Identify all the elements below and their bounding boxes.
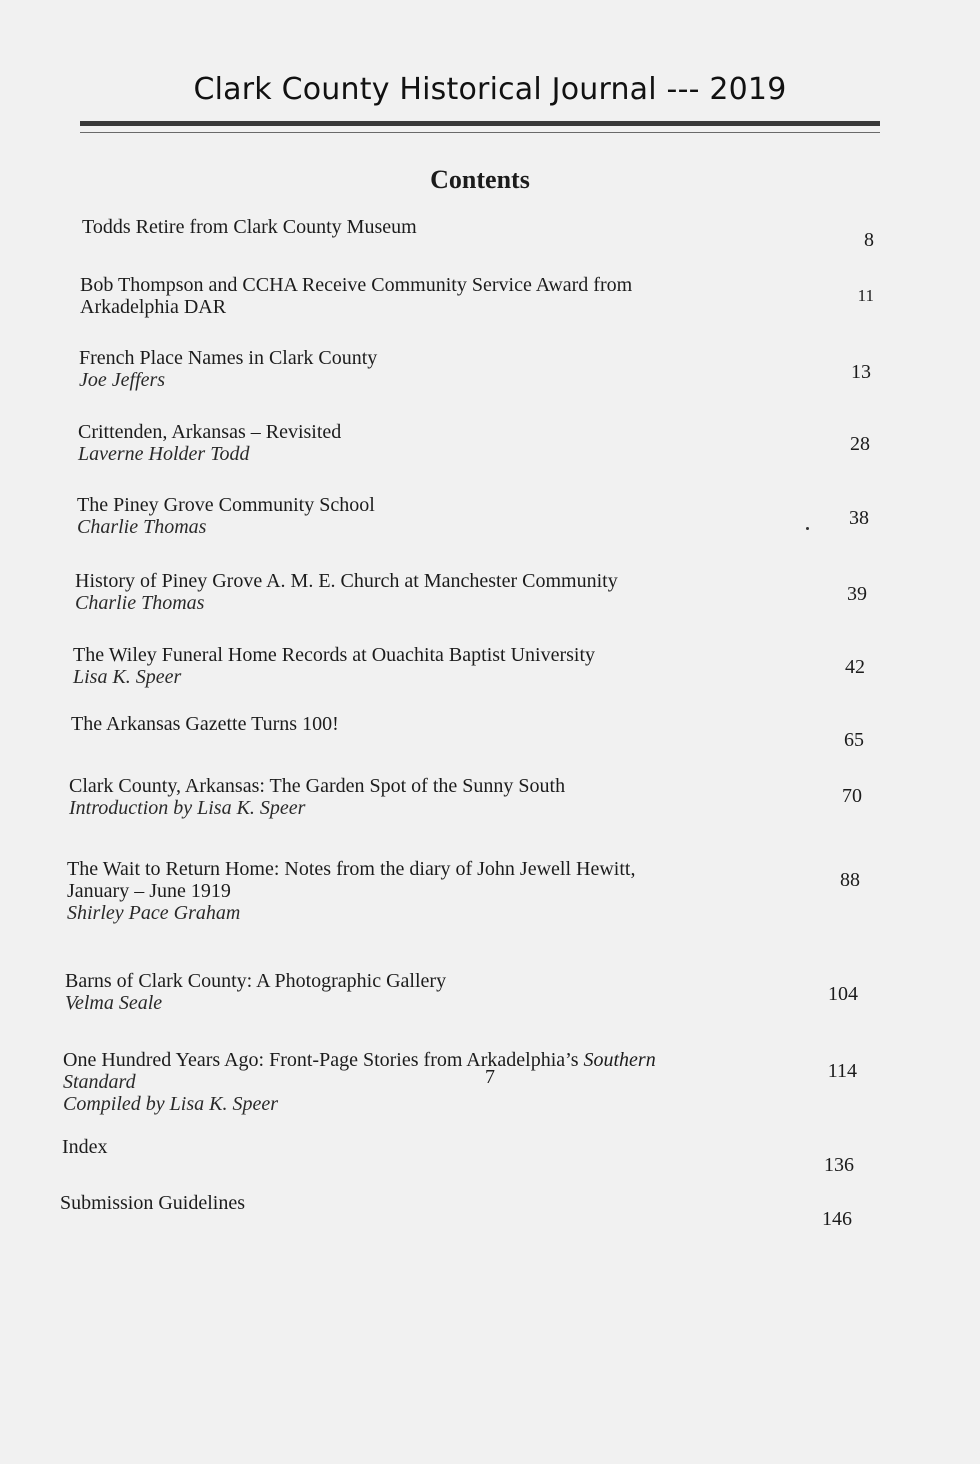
toc-entry bbox=[80, 274, 632, 318]
toc-entry-page: 146 bbox=[822, 1208, 852, 1230]
toc-entry-author: Charlie Thomas bbox=[77, 516, 207, 538]
toc-entry bbox=[82, 216, 417, 238]
toc-entry-page: 38 bbox=[849, 507, 869, 529]
toc-entry-title: The Piney Grove Community School bbox=[77, 494, 375, 516]
toc-entry-title: Index bbox=[62, 1136, 108, 1158]
toc-entry bbox=[65, 970, 446, 1014]
toc-entry-author: Joe Jeffers bbox=[79, 369, 166, 391]
toc-entry-title: Clark County, Arkansas: The Garden Spot of the Sunny South bbox=[69, 775, 566, 797]
toc-entry-page: 88 bbox=[840, 869, 860, 891]
toc-entry-page: 8 bbox=[864, 229, 874, 251]
toc-entry bbox=[78, 421, 341, 465]
toc-entry-author: Shirley Pace Graham bbox=[67, 902, 241, 924]
toc-entry-page: 70 bbox=[842, 785, 862, 807]
toc-entry-title-cont: Standard bbox=[63, 1071, 136, 1093]
header-rule-thick bbox=[80, 121, 880, 126]
toc-entry-page: 28 bbox=[850, 433, 870, 455]
toc-entry-title: The Wiley Funeral Home Records at Ouachita Baptist University bbox=[73, 644, 596, 666]
toc-entry-title: One Hundred Years Ago: Front-Page Stories from Arkadelphia’s bbox=[63, 1049, 584, 1071]
toc-entry-title-cont: January – June 1919 bbox=[67, 880, 231, 902]
toc-entry-title: Submission Guidelines bbox=[60, 1192, 246, 1214]
toc-entry-page: 136 bbox=[824, 1154, 854, 1176]
toc-entry-title: French Place Names in Clark County bbox=[79, 347, 378, 369]
toc-entry bbox=[69, 775, 565, 819]
toc-entry-title: History of Piney Grove A. M. E. Church at Manchester Community bbox=[75, 570, 618, 592]
contents-heading: Contents bbox=[430, 165, 530, 194]
toc-entry-title: Bob Thompson and CCHA Receive Community Service Award from bbox=[80, 274, 633, 296]
toc-entry-author: Charlie Thomas bbox=[75, 592, 205, 614]
toc-entry bbox=[60, 1192, 245, 1214]
toc-entry bbox=[75, 570, 618, 614]
toc-entry bbox=[67, 858, 635, 924]
toc-entry-title-cont: Arkadelphia DAR bbox=[80, 296, 227, 318]
toc-entry bbox=[62, 1136, 108, 1158]
toc-entry-author: Compiled by Lisa K. Speer bbox=[63, 1093, 278, 1115]
header-rule-thin bbox=[80, 132, 880, 133]
toc-entry-title: The Arkansas Gazette Turns 100! bbox=[71, 713, 339, 735]
toc-entry-author: Lisa K. Speer bbox=[73, 666, 182, 688]
toc-entry-page: 39 bbox=[847, 583, 867, 605]
toc-entry-title: Barns of Clark County: A Photographic Gallery bbox=[65, 970, 447, 992]
toc-entry-page: 11 bbox=[857, 286, 874, 305]
toc-entry-page: 13 bbox=[851, 361, 871, 383]
toc-entry bbox=[79, 347, 377, 391]
toc-entry-title: The Wait to Return Home: Notes from the diary of John Jewell Hewitt, bbox=[67, 858, 636, 880]
toc-entry-page: 42 bbox=[845, 656, 865, 678]
toc-entry-title: Crittenden, Arkansas – Revisited bbox=[78, 421, 342, 443]
toc-entry-page: 104 bbox=[828, 983, 858, 1005]
toc-entry-author: Laverne Holder Todd bbox=[78, 443, 250, 465]
toc-entry-title-italic: Southern bbox=[583, 1049, 656, 1071]
toc-entry-author: Introduction by Lisa K. Speer bbox=[69, 797, 306, 819]
toc-entry bbox=[73, 644, 595, 688]
toc-entry bbox=[77, 494, 375, 538]
page-number: 7 bbox=[485, 1066, 495, 1088]
journal-title: Clark County Historical Journal --- 2019 bbox=[193, 72, 787, 107]
toc-entry-page: 65 bbox=[844, 729, 864, 751]
toc-entry-author: Velma Seale bbox=[65, 992, 163, 1014]
toc-entry bbox=[71, 713, 339, 735]
toc-entry-page: 114 bbox=[827, 1060, 857, 1082]
toc-entry-title: Todds Retire from Clark County Museum bbox=[82, 216, 417, 238]
